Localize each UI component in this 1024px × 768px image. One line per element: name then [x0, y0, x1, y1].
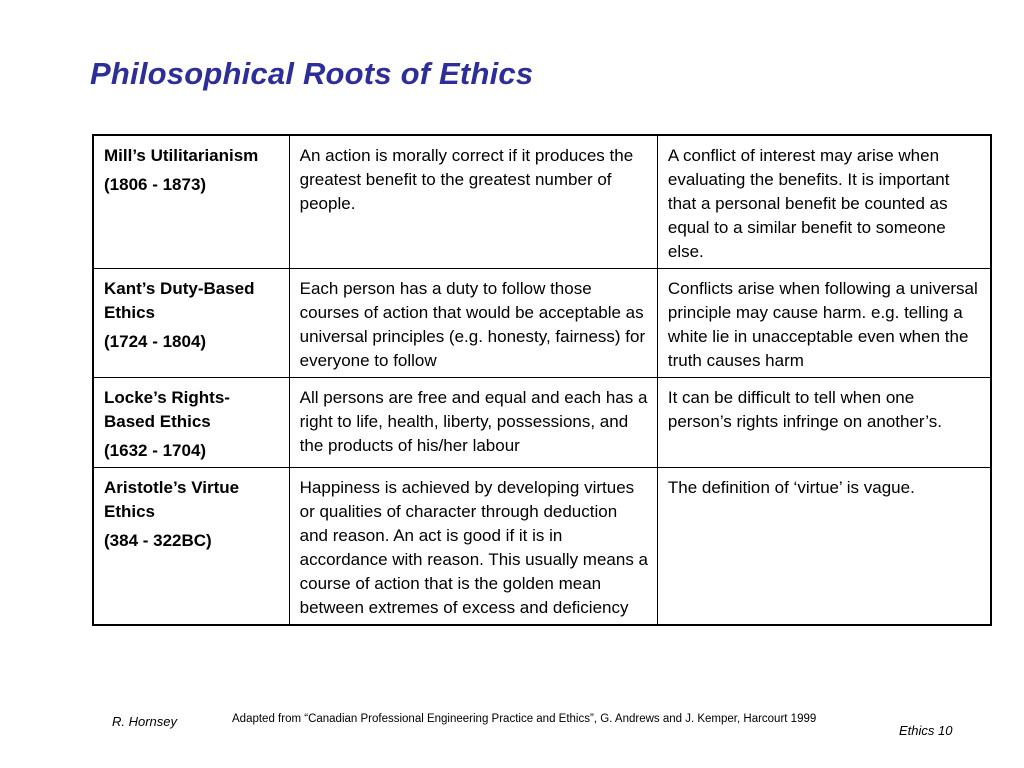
- table-row: [93, 269, 991, 378]
- footer-author: R. Hornsey: [112, 714, 178, 729]
- ethics-name-cell: [93, 135, 289, 269]
- ethics-criticism: A conflict of interest may arise when evaluating the benefits. It is important that a personal benefit be counted as equal to a similar benefit to someone else.: [657, 135, 991, 269]
- ethics-name: Kant’s Duty-Based Ethics: [104, 279, 255, 322]
- ethics-name-cell: [93, 378, 289, 468]
- table-row: [93, 468, 991, 626]
- ethics-name: Locke’s Rights-Based Ethics: [104, 388, 230, 431]
- ethics-years: (1724 - 1804): [104, 332, 207, 351]
- ethics-name-cell: [93, 468, 289, 626]
- ethics-description: All persons are free and equal and each has a right to life, health, liberty, possessions, and the products of his/her labour: [289, 378, 657, 468]
- ethics-description: An action is morally correct if it produces the greatest benefit to the greatest number of people.: [289, 135, 657, 269]
- ethics-criticism: Conflicts arise when following a universal principle may cause harm. e.g. telling a white lie in unacceptable even when the truth causes harm: [657, 269, 991, 378]
- ethics-table: [92, 134, 992, 626]
- ethics-years: (1806 - 1873): [104, 175, 207, 194]
- ethics-criticism: It can be difficult to tell when one person’s rights infringe on another’s.: [657, 378, 991, 468]
- slide-title: Philosophical Roots of Ethics: [90, 56, 534, 91]
- ethics-name-cell: [93, 269, 289, 378]
- ethics-name: Mill’s Utilitarianism: [104, 146, 259, 165]
- ethics-years: (1632 - 1704): [104, 441, 207, 460]
- footer-source: Adapted from “Canadian Professional Engineering Practice and Ethics”, G. Andrews and J. Kemper, Harcourt 1999: [232, 713, 817, 725]
- ethics-description: Each person has a duty to follow those courses of action that would be acceptable as universal principles (e.g. honesty, fairness) for everyone to follow: [289, 269, 657, 378]
- ethics-criticism: The definition of ‘virtue’ is vague.: [657, 468, 991, 626]
- footer-page-label: Ethics 10: [899, 723, 953, 738]
- table-row: [93, 378, 991, 468]
- table-row: [93, 135, 991, 269]
- ethics-name: Aristotle’s Virtue Ethics: [104, 478, 240, 521]
- ethics-description: Happiness is achieved by developing virtues or qualities of character through deduction and reason. An act is good if it is in accordance with reason. This usually means a course of action that is the golden mean between extremes of excess and deficiency: [289, 468, 657, 626]
- ethics-years: (384 - 322BC): [104, 531, 212, 550]
